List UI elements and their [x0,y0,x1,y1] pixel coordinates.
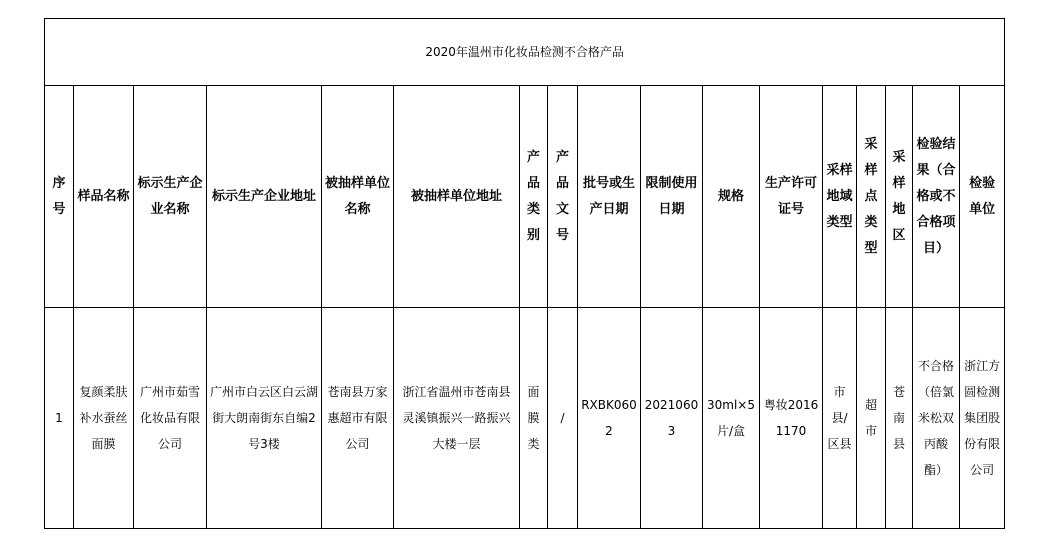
header-sampling-point-type: 采样点类型 [857,86,886,308]
header-test-result: 检验结果（合格或不合格项目） [913,86,960,308]
header-product-category: 产品类别 [520,86,548,308]
cell-test-result: 不合格（倍氯米松双丙酸酯） [913,308,960,529]
header-sample-name: 样品名称 [74,86,134,308]
cell-sample-name: 复颜柔肤补水蚕丝面膜 [74,308,134,529]
nonconforming-products-table [44,18,1005,529]
header-production-license-number: 生产许可证号 [760,86,823,308]
cell-sampling-point-type: 超市 [857,308,886,529]
cell-manufacturer-address: 广州市白云区白云湖街大朗南街东自编2号3楼 [207,308,322,529]
cell-sampling-area-type: 市县/区县 [823,308,857,529]
header-serial-number: 序号 [45,86,74,308]
header-sampling-area-type: 采样地域类型 [823,86,857,308]
header-batch-or-production-date: 批号或生产日期 [578,86,641,308]
table-row [45,308,1005,529]
cell-production-license-number: 粤妆20161170 [760,308,823,529]
cell-sampled-unit-address: 浙江省温州市苍南县灵溪镇振兴一路振兴大楼一层 [394,308,520,529]
header-specification: 规格 [703,86,760,308]
header-product-document-number: 产品文号 [548,86,578,308]
cell-product-document-number: / [548,308,578,529]
header-sampling-region: 采样地区 [886,86,913,308]
cell-expiry-date: 20210603 [641,308,703,529]
cell-specification: 30ml×5片/盒 [703,308,760,529]
cell-sampling-region: 苍南县 [886,308,913,529]
table-title: 2020年温州市化妆品检测不合格产品 [45,19,1005,86]
cell-sampled-unit-name: 苍南县万家惠超市有限公司 [322,308,394,529]
cell-batch-number: RXBK0602 [578,308,641,529]
header-testing-unit: 检验单位 [960,86,1005,308]
cell-serial-number: 1 [45,308,74,529]
cell-manufacturer-name: 广州市茹雪化妆品有限公司 [134,308,207,529]
header-sampled-unit-address: 被抽样单位地址 [394,86,520,308]
cell-product-category: 面膜类 [520,308,548,529]
header-manufacturer-name: 标示生产企业名称 [134,86,207,308]
header-sampled-unit-name: 被抽样单位名称 [322,86,394,308]
header-expiry-date: 限制使用日期 [641,86,703,308]
header-manufacturer-address: 标示生产企业地址 [207,86,322,308]
cell-testing-unit: 浙江方圆检测集团股份有限公司 [960,308,1005,529]
